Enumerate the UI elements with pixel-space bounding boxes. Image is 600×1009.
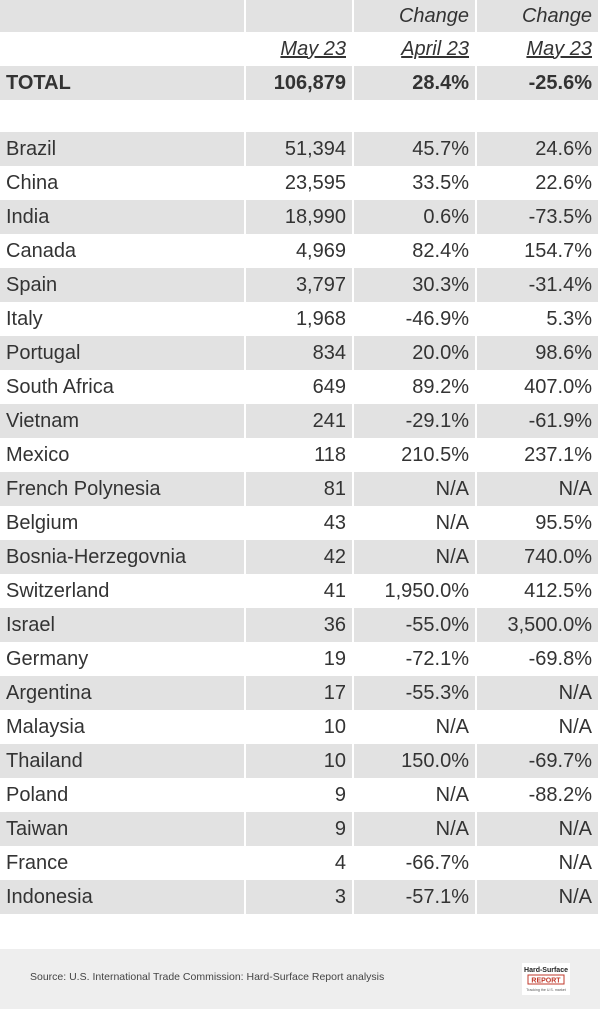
header-change-april: Change [353,0,476,32]
cell-change-april-23: 1,950.0% [353,574,476,608]
cell-may-23: 241 [245,404,353,438]
table-row [0,336,598,370]
cell-change-may-23: N/A [476,812,598,846]
cell-change-april-23: 0.6% [353,200,476,234]
cell-change-april-23: 33.5% [353,166,476,200]
hard-surface-report-logo [522,963,570,995]
cell-change-april-23: 150.0% [353,744,476,778]
logo-stamp: REPORT [531,977,561,985]
table-row [0,268,598,302]
table-row [0,608,598,642]
table-row [0,506,598,540]
cell-country: China [0,166,245,200]
cell-change-april-23: -72.1% [353,642,476,676]
cell-country: Canada [0,234,245,268]
cell-may-23: 36 [245,608,353,642]
cell-change-may-23: -61.9% [476,404,598,438]
cell-country: Italy [0,302,245,336]
cell-may-23: 10 [245,710,353,744]
table-row [0,880,598,914]
footer [0,949,600,1009]
cell-country: Taiwan [0,812,245,846]
cell-change-may-23: 22.6% [476,166,598,200]
cell-may-23: 3,797 [245,268,353,302]
header-april-23: April 23 [353,32,476,66]
cell-change-may-23: N/A [476,846,598,880]
table-row [0,744,598,778]
cell-country: France [0,846,245,880]
table-row [0,166,598,200]
cell-may-23: 4,969 [245,234,353,268]
cell-change-april-23: N/A [353,506,476,540]
cell-may-23: 19 [245,642,353,676]
table-row [0,472,598,506]
cell-change-may-23: -69.7% [476,744,598,778]
cell-change-april-23: 210.5% [353,438,476,472]
table-row [0,812,598,846]
table-row [0,778,598,812]
cell-may-23: 23,595 [245,166,353,200]
total-row [0,66,598,100]
header-change-may: Change [476,0,598,32]
table-row [0,710,598,744]
cell-change-april-23: N/A [353,540,476,574]
cell-country: Portugal [0,336,245,370]
cell-change-may-23: 24.6% [476,132,598,166]
total-change-april: 28.4% [353,66,476,100]
header-sub-col-1 [0,32,245,66]
cell-change-may-23: -88.2% [476,778,598,812]
table-row [0,132,598,166]
cell-change-may-23: -31.4% [476,268,598,302]
cell-country: French Polynesia [0,472,245,506]
cell-country: Malaysia [0,710,245,744]
cell-change-may-23: N/A [476,880,598,914]
table-row [0,676,598,710]
cell-may-23: 4 [245,846,353,880]
cell-change-may-23: 740.0% [476,540,598,574]
cell-may-23: 9 [245,812,353,846]
logo-tagline: Tracking the U.S. market [526,988,566,992]
header-row-change [0,0,598,32]
cell-change-may-23: 412.5% [476,574,598,608]
header-top-col-1 [0,0,245,32]
source-note: Source: U.S. International Trade Commission: Hard-Surface Report analysis [30,971,385,983]
cell-country: Belgium [0,506,245,540]
cell-may-23: 81 [245,472,353,506]
cell-change-april-23: -55.0% [353,608,476,642]
cell-may-23: 3 [245,880,353,914]
header-may-23: May 23 [245,32,353,66]
cell-country: Spain [0,268,245,302]
cell-may-23: 18,990 [245,200,353,234]
cell-country: Mexico [0,438,245,472]
cell-change-may-23: 3,500.0% [476,608,598,642]
cell-country: Vietnam [0,404,245,438]
table-row [0,302,598,336]
cell-change-april-23: N/A [353,812,476,846]
cell-change-april-23: 20.0% [353,336,476,370]
cell-country: Israel [0,608,245,642]
cell-change-april-23: 30.3% [353,268,476,302]
cell-country: Argentina [0,676,245,710]
cell-country: Indonesia [0,880,245,914]
cell-change-may-23: -73.5% [476,200,598,234]
cell-country: Poland [0,778,245,812]
cell-change-april-23: -55.3% [353,676,476,710]
cell-change-april-23: -29.1% [353,404,476,438]
cell-change-april-23: N/A [353,472,476,506]
cell-country: South Africa [0,370,245,404]
cell-country: India [0,200,245,234]
cell-change-april-23: -46.9% [353,302,476,336]
cell-change-april-23: 45.7% [353,132,476,166]
cell-change-april-23: -57.1% [353,880,476,914]
total-label: TOTAL [0,66,245,100]
cell-may-23: 1,968 [245,302,353,336]
table-row [0,200,598,234]
cell-change-may-23: 5.3% [476,302,598,336]
table-row [0,846,598,880]
table-row [0,234,598,268]
table-row [0,540,598,574]
logo-title: Hard-Surface [524,967,568,974]
cell-may-23: 41 [245,574,353,608]
cell-may-23: 834 [245,336,353,370]
header-may-23-change: May 23 [476,32,598,66]
cell-change-may-23: N/A [476,710,598,744]
cell-may-23: 42 [245,540,353,574]
cell-may-23: 17 [245,676,353,710]
table-row [0,642,598,676]
cell-change-may-23: 407.0% [476,370,598,404]
cell-country: Bosnia-Herzegovnia [0,540,245,574]
total-change-may: -25.6% [476,66,598,100]
cell-change-april-23: N/A [353,778,476,812]
cell-change-may-23: 237.1% [476,438,598,472]
cell-change-may-23: -69.8% [476,642,598,676]
cell-country: Germany [0,642,245,676]
cell-change-april-23: 89.2% [353,370,476,404]
cell-may-23: 43 [245,506,353,540]
cell-change-may-23: 98.6% [476,336,598,370]
cell-country: Thailand [0,744,245,778]
cell-may-23: 649 [245,370,353,404]
cell-may-23: 10 [245,744,353,778]
cell-change-may-23: 154.7% [476,234,598,268]
cell-may-23: 51,394 [245,132,353,166]
cell-country: Switzerland [0,574,245,608]
header-top-col-2 [245,0,353,32]
header-row-periods [0,32,598,66]
total-may-23: 106,879 [245,66,353,100]
table-row [0,404,598,438]
spacer-row [0,100,598,132]
cell-change-april-23: 82.4% [353,234,476,268]
cell-change-may-23: N/A [476,676,598,710]
cell-may-23: 9 [245,778,353,812]
table-row [0,370,598,404]
cell-may-23: 118 [245,438,353,472]
cell-change-april-23: N/A [353,710,476,744]
table-row [0,438,598,472]
cell-country: Brazil [0,132,245,166]
table-row [0,574,598,608]
cell-change-april-23: -66.7% [353,846,476,880]
cell-change-may-23: 95.5% [476,506,598,540]
cell-change-may-23: N/A [476,472,598,506]
